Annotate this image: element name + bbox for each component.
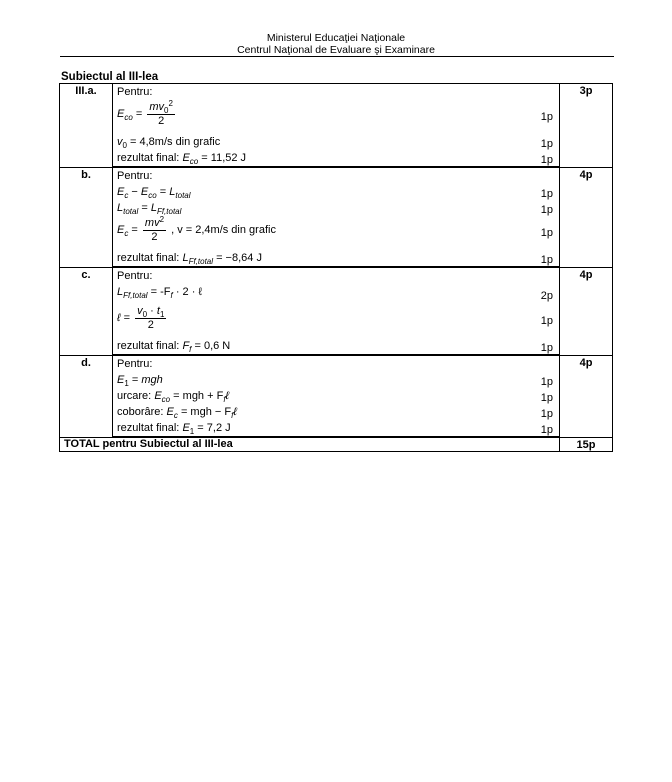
grading-table (59, 83, 613, 452)
table-row (60, 84, 613, 168)
row-content (113, 168, 560, 268)
table-row (60, 356, 613, 438)
criterion-line: ℓ = $\frac{v_0 \cdot t_1}{2}$ 1p (117, 305, 553, 331)
criterion-line: $E_1$ = mgh 1p (117, 374, 553, 388)
total-label: TOTAL pentru Subiectul al III-lea (60, 438, 560, 452)
points: 1p (540, 188, 553, 200)
points: 1p (540, 154, 553, 166)
row-total-points: 4p (560, 268, 613, 356)
points: 1p (540, 138, 553, 150)
criterion-line: $L_{total} = L_{Ff,total}$ 1p (117, 202, 553, 216)
points: 1p (540, 424, 553, 436)
criterion-line: $E_{co}$ = $\frac{mv_0^2}{2}$ 1p (117, 99, 553, 127)
header-center: Centrul Naţional de Evaluare şi Examinare (237, 44, 435, 56)
row-content (113, 268, 560, 356)
criterion-line: $E_c - E_{co} = L_{total}$ 1p (117, 186, 553, 200)
points: 1p (540, 392, 553, 404)
points: 1p (540, 204, 553, 216)
row-label: c. (60, 268, 113, 356)
points: 1p (540, 315, 553, 327)
header-divider (60, 56, 614, 57)
criterion-line: rezultat final: $L_{Ff,total} = -8,64$ J 1p (113, 250, 559, 267)
total-row (60, 438, 613, 452)
intro-line: Pentru: (117, 358, 153, 370)
points: 2p (540, 290, 553, 302)
points: 1p (540, 342, 553, 354)
criterion-line: rezultat final: $E_1 = 7,2$ J 1p (113, 420, 559, 437)
total-points: 15p (560, 438, 613, 452)
row-content (113, 356, 560, 438)
criterion-line: coborâre: $E_c$ = mgh − $F_f\ell$ 1p (117, 406, 553, 420)
row-content (113, 84, 560, 168)
row-total-points: 4p (560, 356, 613, 438)
table-row (60, 268, 613, 356)
points: 1p (540, 254, 553, 266)
points: 1p (540, 227, 553, 239)
criterion-line: urcare: $E_{co}$ = mgh + $F_f\ell$ 1p (117, 390, 553, 404)
row-total-points: 3p (560, 84, 613, 168)
intro-line: Pentru: (117, 86, 153, 98)
points: 1p (540, 111, 553, 123)
criterion-line: rezultat final: $F_f = 0,6$ N 1p (113, 338, 559, 355)
row-total-points: 4p (560, 168, 613, 268)
row-label: d. (60, 356, 113, 438)
points: 1p (540, 376, 553, 388)
section-title: Subiectul al III-lea (61, 71, 159, 83)
criterion-line: rezultat final: $E_{co} = 11,52$ J 1p (113, 150, 559, 167)
intro-line: Pentru: (117, 170, 153, 182)
row-label: III.a. (60, 84, 113, 168)
row-label: b. (60, 168, 113, 268)
criterion-line: $L_{Ff,total} = -F_f \cdot 2$ · ℓ 2p (117, 286, 553, 302)
document-header (0, 32, 672, 56)
intro-line: Pentru: (117, 270, 153, 282)
criterion-line: $E_c$ = $\frac{mv^2}{2}$ , v = 2,4m/s din grafic 1p (117, 215, 553, 243)
points: 1p (540, 408, 553, 420)
table-row (60, 168, 613, 268)
criterion-line: $v_0 = 4,8m/s$ din grafic 1p (117, 136, 553, 150)
header-ministry: Ministerul Educaţiei Naţionale (266, 32, 406, 44)
